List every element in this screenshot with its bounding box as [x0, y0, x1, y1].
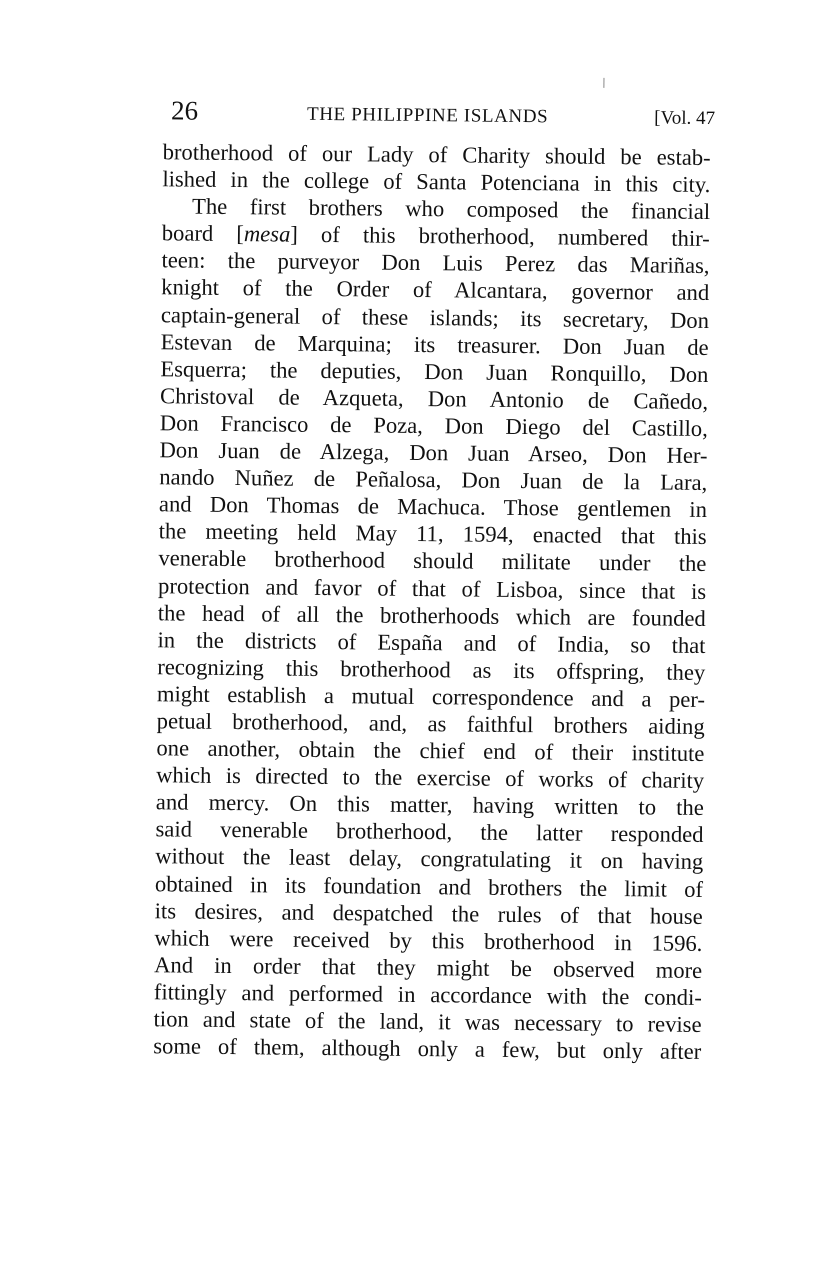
text-line: the meeting held May 11, 1594, enacted that this [158, 518, 707, 550]
text-line: and mercy. On this matter, having written to the [155, 789, 704, 821]
text-line: Estevan de Marquina; its treasurer. Don Juan de [160, 328, 709, 360]
text-line: said venerable brotherhood, the latter responded [155, 816, 704, 848]
text-line: captain-general of these islands; its secretary, Don [160, 301, 710, 333]
running-title: THE PHILIPPINE ISLANDS [306, 103, 549, 128]
italic-term: mesa [243, 221, 291, 247]
text-line: Esquerra; the deputies, Don Juan Ronquillo, Don [160, 356, 709, 387]
text-line: Don Juan de Alzega, Don Juan Arseo, Don Her- [159, 437, 708, 469]
text-line: one another, obtain the chief end of their institute [156, 735, 705, 767]
text-line: The first brothers who composed the financial [191, 193, 711, 225]
text-line: obtained in its foundation and brothers the limit of [154, 870, 704, 902]
text-line: nando Nuñez de Peñalosa, Don Juan de la Lara, [159, 464, 708, 496]
text-line: knight of the Order of Alcantara, governor and [161, 274, 710, 306]
text-line: some of them, although only a few, but only after [153, 1033, 702, 1065]
text-line: And in order that they might be observed more [154, 952, 703, 983]
text-line: its desires, and despatched the rules of that house [154, 897, 703, 929]
text-line: venerable brotherhood should militate under the [158, 545, 707, 577]
text-line: Don Francisco de Poza, Don Diego del Castillo, [159, 410, 708, 441]
text-line: fittingly and performed in accordance with the condi- [153, 979, 702, 1010]
text-line: Christoval de Azqueta, Don Antonio de Cañedo, [159, 383, 709, 414]
text-line: and Don Thomas de Machuca. Those gentlemen in [158, 491, 708, 523]
text-line: recognizing this brotherhood as its offspring, they [157, 654, 706, 685]
text-line: without the least delay, congratulating it on having [155, 843, 704, 875]
text-line: lished in the college of Santa Potenciana in this city. [162, 166, 711, 198]
text-line: protection and favor of that of Lisboa, since that is [158, 572, 707, 604]
text-line: tion and state of the land, it was necessary to revise [153, 1006, 702, 1037]
text-line: which were received by this brotherhood in 1596. [154, 924, 703, 956]
running-header [171, 93, 715, 133]
body-text [153, 138, 711, 1065]
text-line: teen: the purveyor Don Luis Perez das Mariñas, [161, 247, 710, 279]
text-line: might establish a mutual correspondence and a per- [156, 681, 706, 712]
page-number: 26 [170, 95, 199, 126]
text-line: brotherhood of our Lady of Charity should be estab- [162, 139, 711, 171]
text-line: board [mesa] of this brotherhood, numbered thir- [161, 220, 710, 252]
text-line: petual brotherhood, and, as faithful brothers aiding [156, 708, 705, 739]
text-line: which is directed to the exercise of works of charity [156, 762, 705, 794]
text-line: in the districts of España and of India, so that [157, 626, 706, 658]
volume-label: [Vol. 47 [654, 107, 716, 130]
text-line: the head of all the brotherhoods which are founded [157, 599, 706, 631]
scan-speck [603, 78, 604, 88]
